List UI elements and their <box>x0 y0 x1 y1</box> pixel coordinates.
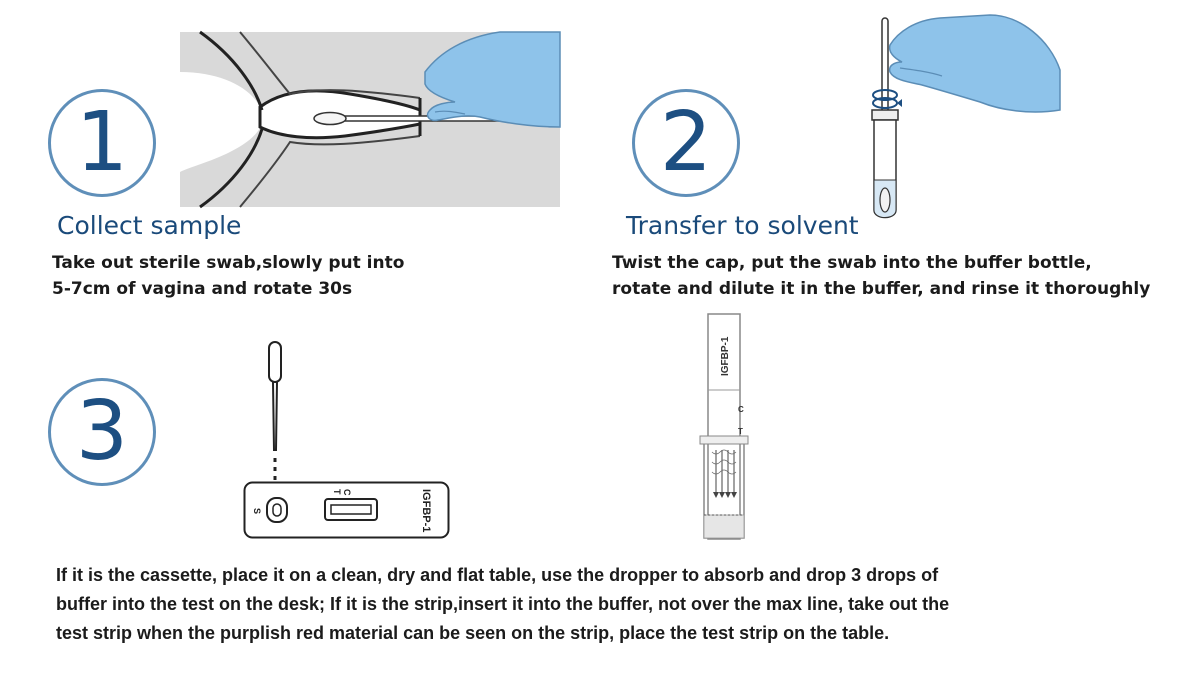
step-3-number <box>48 378 156 486</box>
cassette-brand-label: IGFBP-1 <box>420 489 432 533</box>
cassette-test-label: T <box>332 489 342 495</box>
step-2-number-text: 2 <box>659 95 713 190</box>
step-1-line-1: Take out sterile swab,slowly put into <box>52 253 405 273</box>
step-1-illustration <box>180 32 560 207</box>
buffer-tube-icon <box>872 110 898 218</box>
step-3-instructions <box>56 561 949 648</box>
strip-test-label: T <box>738 427 743 436</box>
step-1-number-text: 1 <box>75 95 129 190</box>
step-1-line-2: 5-7cm of vagina and rotate 30s <box>52 279 353 299</box>
step-2-line-2: rotate and dilute it in the buffer, and rinse it thoroughly <box>612 279 1151 299</box>
step-3-line-2: buffer into the test on the desk; If it is the strip,insert it into the buffer, not over the max line, take out the <box>56 594 950 614</box>
step-3-number-text: 3 <box>75 384 129 479</box>
cassette-sample-label: S <box>252 508 262 515</box>
step-2-illustration <box>860 10 1060 225</box>
step-2-description <box>612 250 1150 302</box>
step-3-line-3: test strip when the purplish red material can be seen on the strip, place the test strip on the table. <box>56 623 890 643</box>
step-1-title: Collect sample <box>57 211 242 240</box>
cassette-icon <box>243 481 450 539</box>
dropper-icon <box>266 340 284 500</box>
step-1-number <box>48 89 156 197</box>
step-2-title: Transfer to solvent <box>626 211 859 240</box>
step-1-description <box>52 250 404 302</box>
test-strip-icon <box>696 310 756 545</box>
step-2-line-1: Twist the cap, put the swab into the buffer bottle, <box>612 253 1092 273</box>
gloved-hand-icon <box>890 15 1060 112</box>
step-2-number <box>632 89 740 197</box>
result-window <box>325 499 377 520</box>
sample-well <box>267 498 287 522</box>
cassette-control-label: C <box>342 489 352 496</box>
strip-control-label: C <box>738 405 744 414</box>
strip-brand-label: IGFBP-1 <box>720 336 731 376</box>
step-3-line-1: If it is the cassette, place it on a clean, dry and flat table, use the dropper to absorb and drop 3 drops of <box>56 565 939 585</box>
